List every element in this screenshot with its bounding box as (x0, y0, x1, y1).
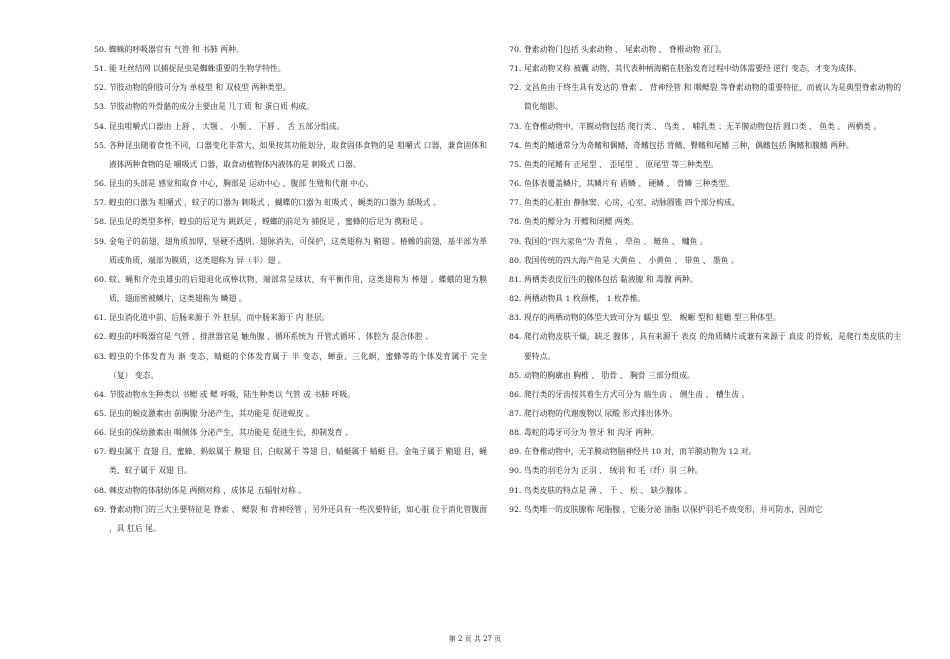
question-item (509, 289, 901, 308)
question-item (94, 78, 487, 97)
question-item (509, 442, 901, 461)
question-number: 66. (94, 428, 107, 438)
question-item (94, 347, 487, 385)
question-text: 昆虫消化道中前、后肠来源于 外 胚层，而中肠来源于 内 胚层。 (109, 313, 330, 323)
question-text: 爬行类的牙齿按其着生方式可分为 端生齿 、 侧生齿 、 槽生齿 。 (524, 389, 750, 399)
question-item (94, 423, 487, 442)
question-text: 脊索动物门包括 头索动物 、 尾索动物 、 脊椎动物 亚门。 (524, 45, 726, 54)
question-item (94, 232, 487, 270)
question-number: 53. (94, 102, 107, 112)
question-item (94, 212, 487, 231)
question-item (509, 461, 901, 480)
question-item (509, 59, 901, 78)
question-text: 蝗虫的呼吸器官是 气管 ，排泄器官是 触角腺 ，循环系统为 开管式循环 ，体腔为 混合体腔 。 (109, 332, 433, 342)
question-number: 87. (509, 408, 522, 418)
question-number: 72. (509, 83, 522, 93)
question-item (509, 481, 901, 500)
question-text: 节肢动物水生种类以 书鳃 或 鳃 呼吸，陆生种类以 气管 或 书肺 呼吸。 (109, 389, 355, 399)
question-item (94, 327, 487, 346)
question-item (509, 270, 901, 289)
question-number: 73. (509, 121, 522, 131)
question-number: 63. (94, 351, 107, 361)
question-text: 蜘蛛的呼吸器官有 气管 和 书肺 两种。 (109, 45, 244, 54)
question-number: 85. (509, 370, 522, 380)
question-item (509, 232, 901, 251)
question-text: 我国传统的四大海产鱼是 大黄鱼 、 小黄鱼 、 带鱼 、 墨鱼 。 (524, 255, 739, 265)
question-text: 两栖类表皮衍生的腺体包括 黏液腺 和 毒腺 两种。 (524, 274, 698, 284)
question-item (94, 193, 487, 212)
question-text: 鸟类唯一的皮肤腺称 尾脂腺 ，它能分泌 油脂 以保护羽毛不致变形，并可防水，因而它 (524, 504, 823, 514)
question-item (94, 40, 487, 59)
question-text: 能 吐丝结网 以捕捉昆虫是蜘蛛重要的生物学特性。 (109, 64, 286, 74)
question-number: 76. (509, 179, 522, 189)
question-item (94, 270, 487, 308)
left-column (94, 40, 487, 538)
question-number: 70. (509, 45, 522, 54)
question-text: 鸟类皮肤的特点是 薄 、 干 、 松 、 缺少腺体 。 (524, 485, 692, 495)
question-item (509, 385, 901, 404)
question-item (94, 97, 487, 116)
question-number: 81. (509, 274, 522, 284)
page-footer: 第 2 页 共 27 页 (448, 635, 502, 643)
question-number: 80. (509, 255, 522, 265)
question-text: 鱼类的鳍通常分为奇鳍和偶鳍，奇鳍包括 背鳍、臀鳍和尾鳍 三种，偶鳍包括 胸鳍和腹鳍 两种。 (524, 140, 854, 150)
question-number: 58. (94, 217, 107, 227)
question-text: 动物的胸廓由 胸椎 、 肋骨 、 胸骨 三部分组成。 (524, 370, 695, 380)
question-number: 86. (509, 389, 522, 399)
question-number: 92. (509, 504, 522, 514)
question-item (509, 423, 901, 442)
question-item (509, 212, 901, 231)
question-text: 蝗虫的个体发育为 渐 变态，蜻蜓的个体发育属于 半 变态，蝉蚕、三化螟，蜜蜂等的个体发育属于 完全（复） 变态。 (109, 351, 487, 380)
question-number: 78. (509, 217, 522, 227)
question-text: 昆虫足的类型多样，蝗虫的后足为 跳跃足 ，螳螂的前足为 捕捉足 ，蜜蜂的后足为 携粉足 。 (109, 217, 428, 227)
question-item (509, 193, 901, 212)
question-item (509, 40, 901, 59)
question-text: 蚊、蝇和介壳虫雄虫的后翅退化成棒状物，端部常呈球状，有平衡作用，这类翅称为 棒翅 。蝶蛾的翅为膜质，翅面密被鳞片，这类翅称为 鳞翅 。 (109, 274, 487, 304)
question-text: 爬行动物皮肤干燥，缺乏 腺体 ，具有来源于 表皮 的角质鳞片或兼有来源于 真皮 的骨板，是爬行类皮肤的主要特点。 (524, 332, 901, 361)
question-number: 91. (509, 485, 522, 495)
question-item (94, 442, 487, 480)
question-number: 88. (509, 428, 522, 438)
question-text: 尾索动物又称 被囊 动物，其代表种柄海鞘在胚胎发育过程中幼体需要经 逆行 变态，才变为成体。 (524, 64, 862, 74)
question-text: 昆虫的头部是 感觉和取食 中心，胸部是 运动中心 ，腹部 生殖和代谢 中心。 (109, 179, 374, 189)
question-text: 昆虫的保幼激素由 咽侧体 分泌产生，其功能是 促进生长，抑制发育 。 (109, 428, 353, 438)
question-number: 71. (509, 64, 522, 74)
question-text: 毒蛇的毒牙可分为 管牙 和 沟牙 两种。 (524, 428, 659, 438)
question-text: 昆虫的蜕皮激素由 前胸腺 分泌产生，其功能是 促进蜕皮 。 (109, 408, 314, 418)
question-item (509, 174, 901, 193)
question-number: 55. (94, 140, 107, 150)
question-text: 鱼类的鳔分为 开鳔和闭鳔 两类。 (524, 217, 639, 227)
question-item (94, 59, 487, 78)
question-text: 现存的两栖动物的体型大致可分为 蠕虫 型、 鲵螈 型和 蛙蟾 型三种体型。 (524, 313, 781, 323)
question-item (94, 174, 487, 193)
question-text: 文昌鱼由于终生具有发达的 脊索 、 背神经管 和 咽鳃裂 等脊索动物的重要特征，而被认为是典型脊索动物的简化缩影。 (524, 83, 901, 112)
question-text: 节肢动物的附肢可分为 单枝型 和 双枝型 两种类型。 (109, 83, 291, 93)
question-number: 83. (509, 313, 522, 323)
question-number: 67. (94, 447, 107, 457)
question-number: 61. (94, 313, 107, 323)
question-item (94, 117, 487, 136)
question-text: 鱼体表覆盖鳞片，其鳞片有 盾鳞 、 硬鳞 、 骨鳞 三种类型。 (524, 179, 734, 189)
question-item (94, 481, 487, 500)
question-number: 69. (94, 504, 107, 514)
question-text: 爬行动物的代谢废物以 尿酸 形式排出体外。 (524, 408, 678, 418)
question-number: 65. (94, 408, 107, 418)
question-item (94, 308, 487, 327)
question-item (509, 155, 901, 174)
question-text: 棘皮动物的体制幼体是 两侧对称 ，成体是 五辐射对称 。 (109, 485, 307, 495)
question-text: 各种昆虫随着食性不同，口器变化非常大，如果按其功能划分，取食固体食物的是 咀嚼式 口器，兼食固体和液体两种食物的是 嚼吸式 口器，取食动植物体内液体的是 刺吸式 口器。 (109, 140, 487, 169)
question-text: 鱼类的尾鳍有 正尾型 、 歪尾型 、 原尾型 等三种类型。 (524, 159, 719, 169)
question-item (94, 500, 487, 538)
question-item (509, 404, 901, 423)
question-item (509, 251, 901, 270)
question-item (509, 136, 901, 155)
question-text: 我国的“四大家鱼”为 青鱼 、 草鱼 、 鲢鱼 、 鳙鱼 。 (524, 236, 708, 246)
question-number: 89. (509, 447, 522, 457)
question-number: 82. (509, 294, 522, 304)
right-column (509, 40, 901, 519)
question-text: 两栖动物具 1 枚颈椎， 1 枚荐椎。 (524, 294, 646, 304)
question-number: 59. (94, 236, 107, 246)
question-item (94, 385, 487, 404)
question-text: 鱼类的心脏由 静脉窦、心房、心室、动脉圆锥 四个部分构成。 (524, 198, 740, 208)
question-number: 84. (509, 332, 522, 342)
question-number: 75. (509, 159, 522, 169)
question-number: 64. (94, 389, 107, 399)
question-number: 51. (94, 64, 107, 74)
question-item (509, 500, 901, 519)
question-number: 60. (94, 274, 107, 284)
question-text: 昆虫咀嚼式口器由 上唇 、 大颚 、 小颚 、 下唇 、 舌 五部分组成。 (109, 121, 345, 131)
question-number: 77. (509, 198, 522, 208)
question-item (509, 117, 901, 136)
question-number: 62. (94, 332, 107, 342)
question-text: 在脊椎动物中，无羊膜动物脑神经共 10 对，而羊膜动物为 12 对。 (524, 447, 757, 457)
question-number: 79. (509, 236, 522, 246)
question-text: 金龟子的前翅，翅角质加厚，坚硬不透明，翅脉消失，可保护，这类翅称为 鞘翅 。椿蟓的前翅，基半部为革质或角质，端部为膜质，这类翅称为 异（半）翅 。 (109, 236, 487, 265)
question-number: 50. (94, 45, 107, 54)
question-number: 68. (94, 485, 107, 495)
question-number: 74. (509, 140, 522, 150)
question-item (509, 327, 901, 365)
question-number: 52. (94, 83, 107, 93)
question-text: 节肢动物的外骨骼的成分主要由是 几丁质 和 蛋白质 构成。 (109, 102, 314, 112)
question-item (94, 404, 487, 423)
question-number: 90. (509, 466, 522, 476)
question-text: 蝗虫的口器为 咀嚼式 ，蚊子的口器为 刺吸式 ，蝴蝶的口器为 虹吸式 ，蝇类的口器为 舐吸式 。 (109, 198, 441, 208)
question-item (94, 136, 487, 174)
question-text: 鸟类的羽毛分为 正羽 、 绒羽 和 毛（纤）羽 三种。 (524, 466, 703, 476)
question-number: 54. (94, 121, 107, 131)
question-text: 蝗虫属于 直翅 目，蜜蜂、蚂蚁属于 膜翅 目，白蚁属于 等翅 目，蜻蜓属于 蜻蜓 目。金龟子属于 鞘翅 目，蝇类、蚊子属于 双翅 目。 (109, 447, 487, 476)
question-item (509, 78, 901, 116)
question-item (509, 308, 901, 327)
question-number: 56. (94, 179, 107, 189)
question-item (509, 366, 901, 385)
question-text: 脊索动物门的三大主要特征是 脊索 、 鳃裂 和 背神经管 ，另外还具有一些次要特征，如心脏 位于消化管腹面 ，具 肛后 尾。 (109, 504, 487, 533)
question-text: 在脊椎动物中，羊膜动物包括 爬行类 、 鸟类 、 哺乳类 ；无羊膜动物包括 圆口类 、 鱼类 、 两栖类 。 (524, 121, 882, 131)
question-number: 57. (94, 198, 107, 208)
